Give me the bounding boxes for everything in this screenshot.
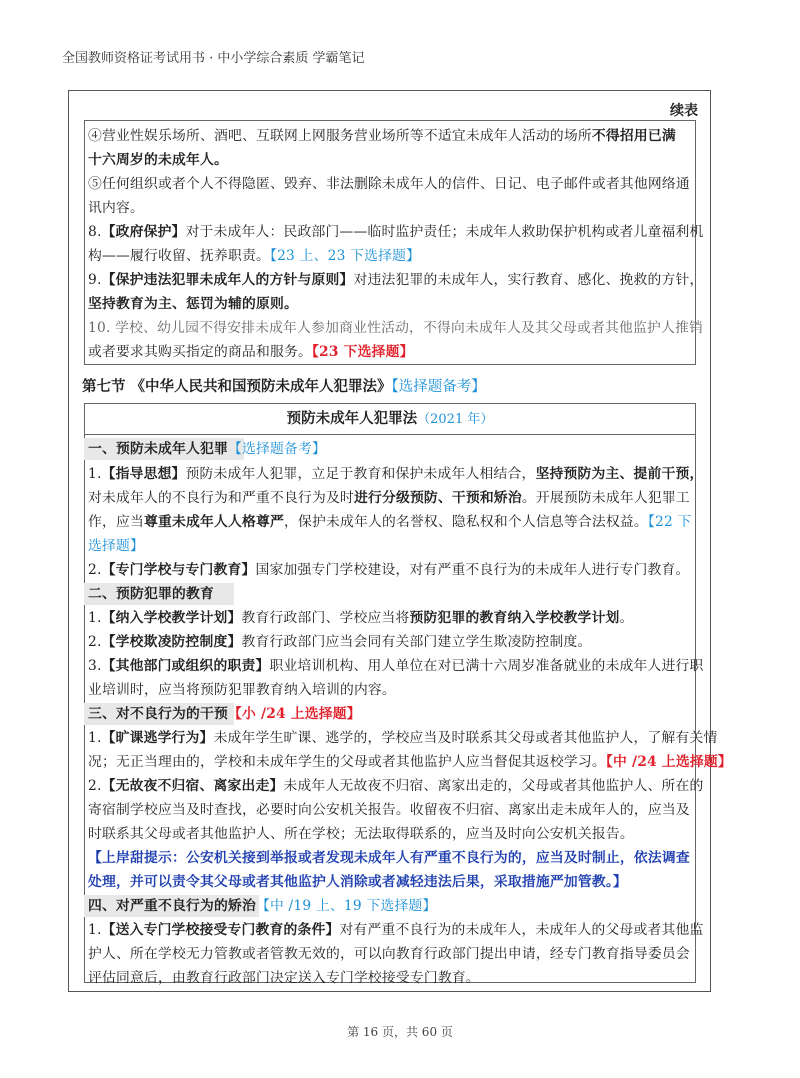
item-guiding-line-2: 对未成年人的不良行为和严重不良行为及时进行分级预防、干预和矫治。开展预防未成年人犯罪工 [88,490,690,506]
item-other-depts-line-2: 业培训时，应当将预防犯罪教育纳入培训的内容。 [88,682,396,698]
page-header: 全国教师资格证考试用书 · 中小学综合素质 学霸笔记 [62,51,365,66]
page-footer: 第 16 页，共 60 页 [347,1025,453,1039]
box1-line-1: ④营业性娱乐场所、酒吧、互联网上网服务营业场所等不适宜未成年人活动的场所不得招用已满 [88,128,676,144]
box1-line-6: 构——履行收留、抚养职责。【23 上、23 下选择题】 [88,248,421,264]
tip-line-2: 处理，并可以责令其父母或者其他监护人消除或者减轻违法后果，采取措施严加管教。】 [88,874,627,890]
item-special-education-line-2: 护人、所在学校无力管教或者管教无效的，可以向教育行政部门提出申请，经专门教育指导委员会 [88,946,690,962]
box1-line-10: 或者要求其购买指定的商品和服务。【23 下选择题】 [88,344,414,360]
item-guiding-line-4: 选择题】 [88,538,144,554]
box1-line-7: 9.【保护违法犯罪未成年人的方针与原则】对违法犯罪的未成年人，实行教育、感化、挽救的方针， [88,272,704,288]
box1-line-9: 10. 学校、幼儿园不得安排未成年人参加商业性活动，不得向未成年人及其父母或者其他监护人推销 [88,320,703,336]
continued-label: 续表 [670,103,698,119]
section-title: 第七节 《中华人民共和国预防未成年人犯罪法》【选择题备考】 [82,378,486,395]
tip-line-1: 【上岸甜提示：公安机关接到举报或者发现未成年人有严重不良行为的，应当及时制止，依法调查 [88,850,690,866]
item-teaching-plan: 1.【纳入学校教学计划】教育行政部门、学校应当将预防犯罪的教育纳入学校教学计划。 [88,610,634,626]
item-guiding-line-1: 1.【指导思想】预防未成年人犯罪，立足于教育和保护未成年人相结合，坚持预防为主、提前干预， [88,466,704,482]
subsection-2: 二、预防犯罪的教育 [88,586,214,602]
item-runaway-line-2: 寄宿制学校应当及时查找，必要时向公安机关报告。收留夜不归宿、离家出走未成年人的，应当及 [88,802,690,818]
item-guiding-line-3: 作，应当尊重未成年人人格尊严，保护未成年人的名誉权、隐私权和个人信息等合法权益。【22 下 [88,514,692,530]
law-table-title: 预防未成年人犯罪法（2021 年） [84,403,696,435]
box1-line-2: 十六周岁的未成年人。 [88,152,228,168]
subsection-3: 三、对不良行为的干预【小 /24 上选择题】 [88,706,361,722]
item-bullying: 2.【学校欺凌防控制度】教育行政部门应当会同有关部门建立学生欺凌防控制度。 [88,634,592,650]
item-special-education-line-1: 1.【送入专门学校接受专门教育的条件】对有严重不良行为的未成年人，未成年人的父母或者其他监 [88,922,704,938]
item-other-depts-line-1: 3.【其他部门或组织的职责】职业培训机构、用人单位在对已满十六周岁准备就业的未成年人进行职 [88,658,704,674]
subsection-4: 四、对严重不良行为的矫治【中 /19 上、19 下选择题】 [88,898,437,914]
item-truancy-line-1: 1.【旷课逃学行为】未成年学生旷课、逃学的，学校应当及时联系其父母或者其他监护人，了解有关情 [88,730,718,746]
subsection-1: 一、预防未成年人犯罪【选择题备考】 [88,441,326,457]
box1-line-8: 坚持教育为主、惩罚为辅的原则。 [88,296,298,312]
box1-line-3: ⑤任何组织或者个人不得隐匿、毁弃、非法删除未成年人的信件、日记、电子邮件或者其他网络通 [88,176,690,192]
item-runaway-line-3: 时联系其父母或者其他监护人、所在学校；无法取得联系的，应当及时向公安机关报告。 [88,826,634,842]
item-runaway-line-1: 2.【无故夜不归宿、离家出走】未成年人无故夜不归宿、离家出走的，父母或者其他监护人、所在的 [88,778,704,794]
item-special-school: 2.【专门学校与专门教育】国家加强专门学校建设，对有严重不良行为的未成年人进行专门教育。 [88,562,690,578]
box1-line-5: 8.【政府保护】对于未成年人：民政部门——临时监护责任；未成年人救助保护机构或者儿童福利机 [88,224,704,240]
box1-line-4: 讯内容。 [88,200,144,216]
item-truancy-line-2: 况；无正当理由的，学校和未成年学生的父母或者其他监护人应当督促其返校学习。【中 /24 上选择题】 [88,754,732,770]
item-special-education-line-3: 评估同意后，由教育行政部门决定送入专门学校接受专门教育。 [88,970,480,986]
